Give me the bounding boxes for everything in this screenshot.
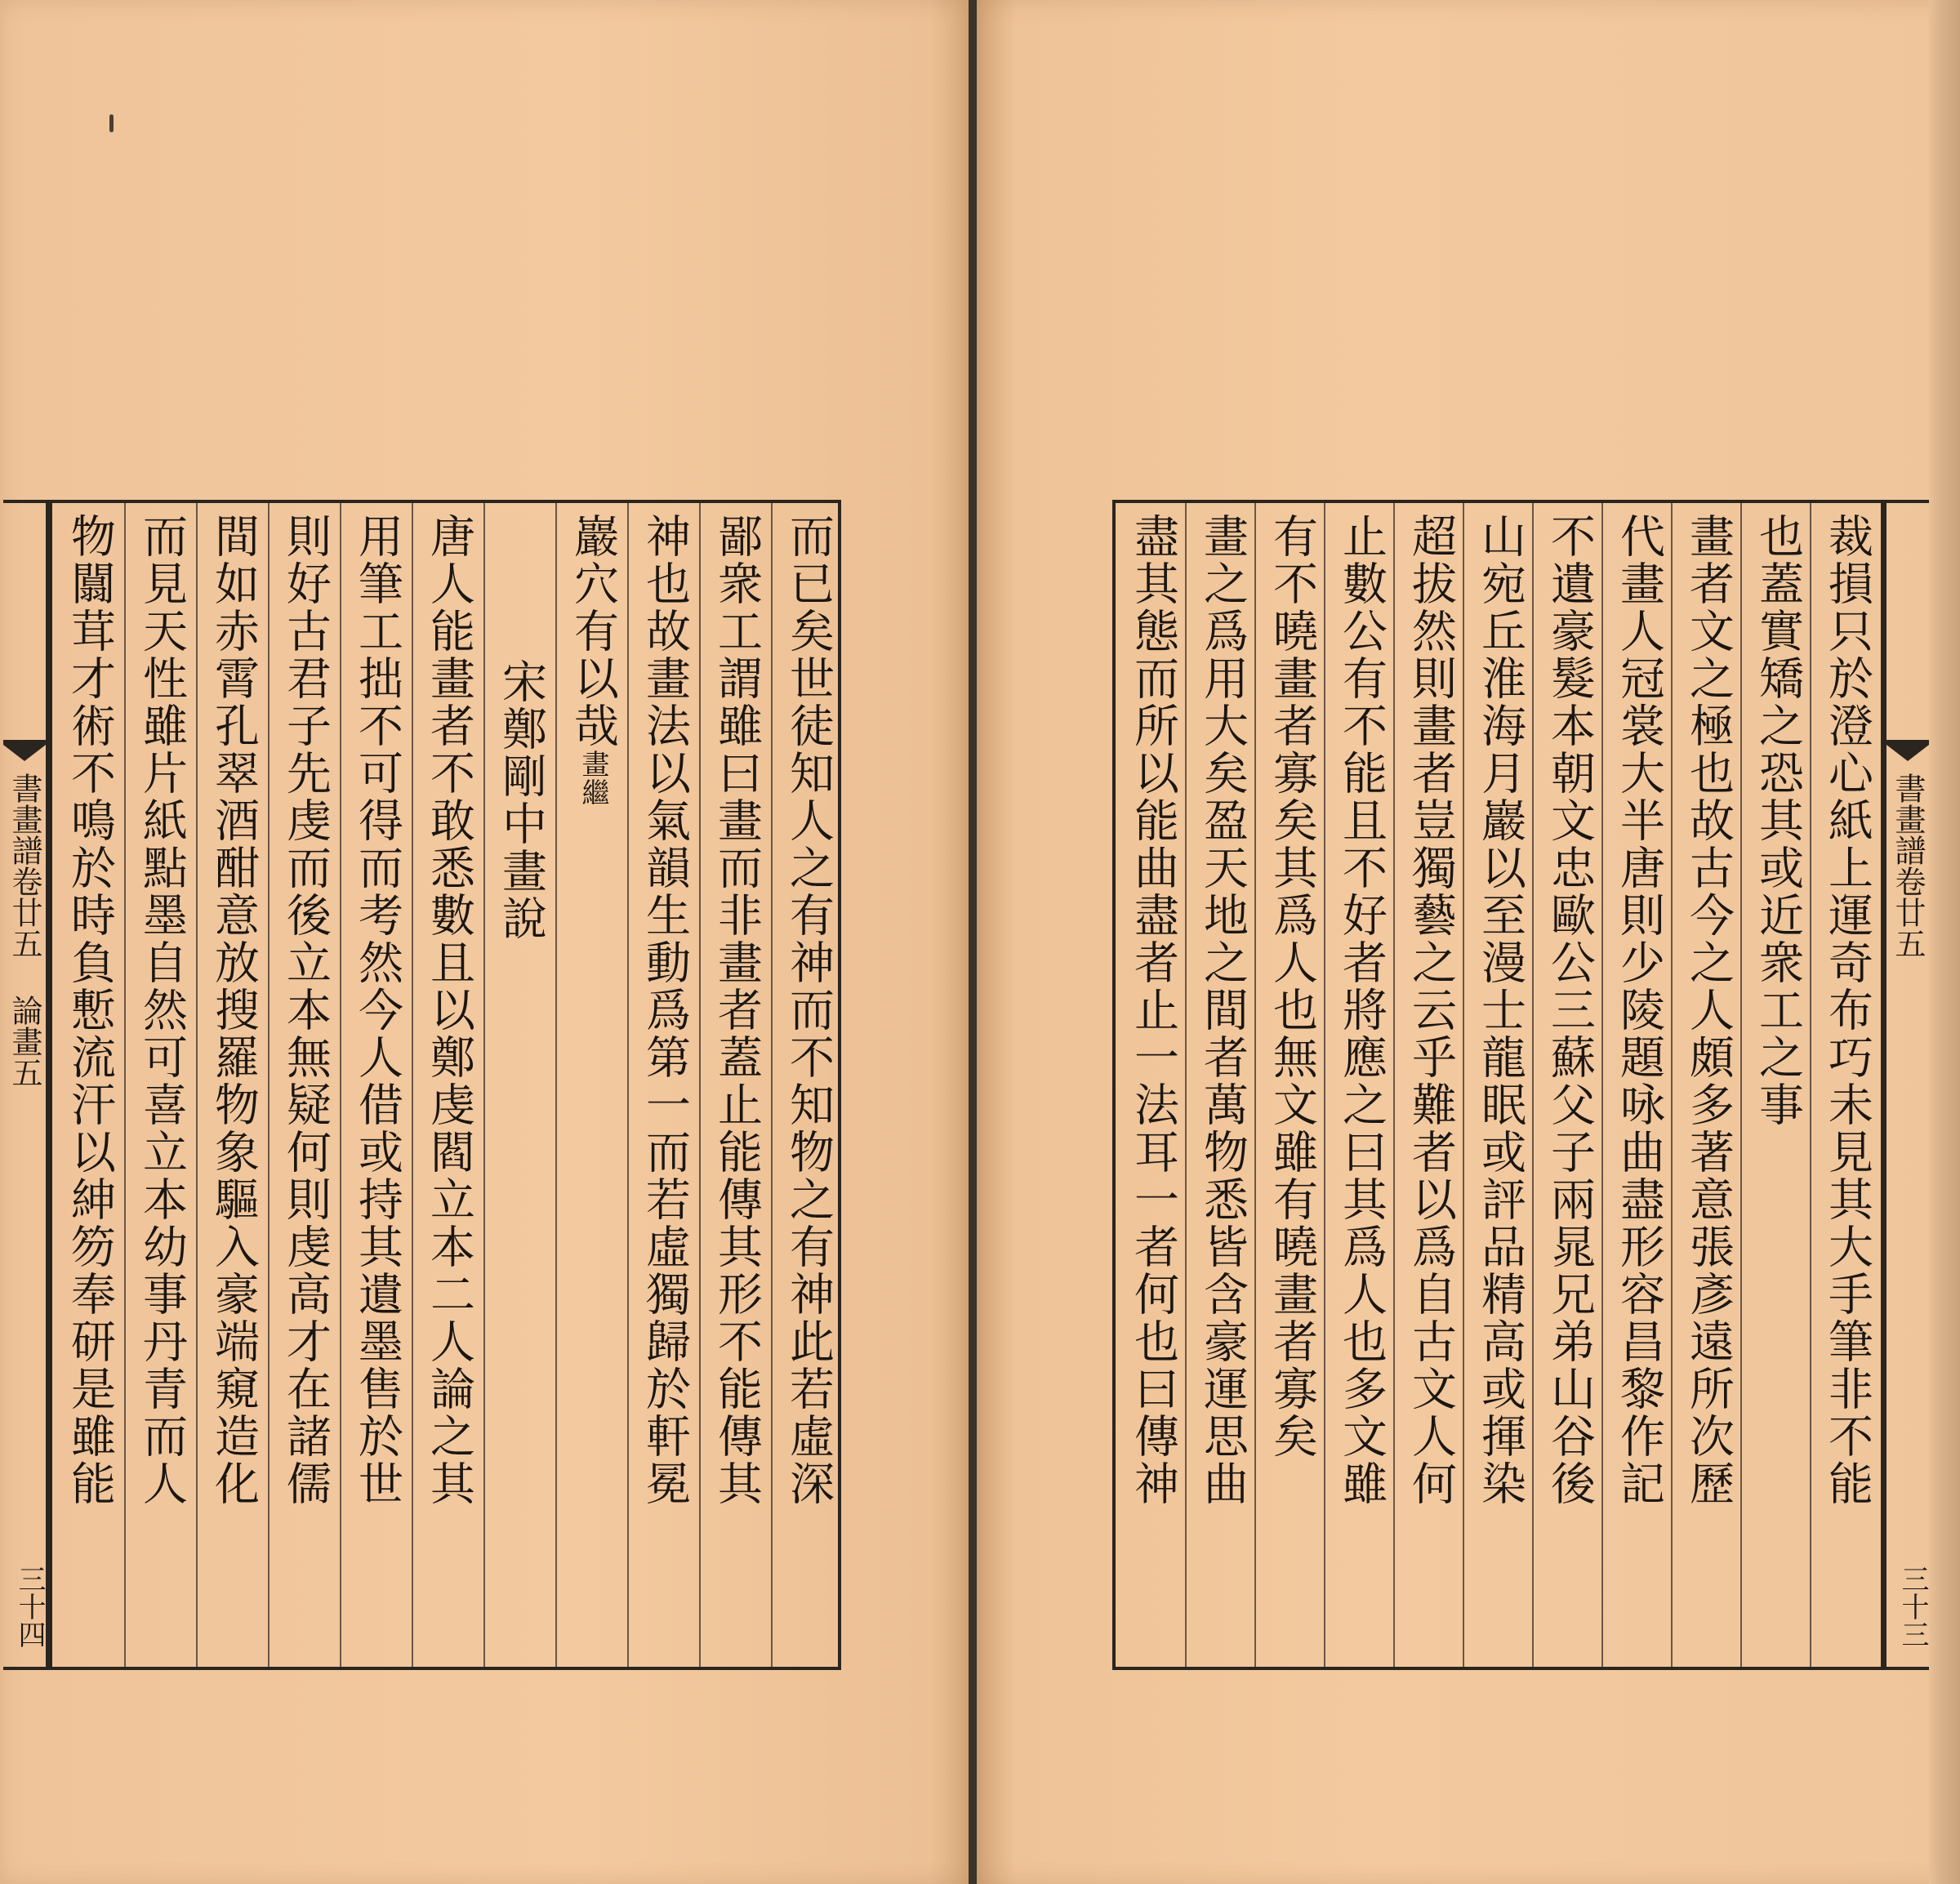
right-banxin-title: 書畫譜卷廿五 <box>1890 773 1926 959</box>
text-column: 也蓋實矯之恐其或近衆工之事 <box>1752 513 1804 1129</box>
text-column: 山宛丘淮海月巖以至漫士龍眠或評品精高或揮染 <box>1474 513 1526 1508</box>
text-column: 鄙衆工謂雖曰畫而非畫者蓋止能傳其形不能傳其 <box>710 513 763 1508</box>
text-column: 物闒茸才術不鳴於時負慙流汗以紳笏奉研是雖能 <box>64 513 116 1508</box>
fish-tail-icon <box>1886 740 1929 763</box>
right-banxin <box>1883 500 1929 1670</box>
ink-speck <box>109 114 114 132</box>
right-text-frame <box>1112 500 1884 1670</box>
text-column: 間如赤霄孔翠酒酣意放搜羅物象驅入豪端窺造化 <box>207 513 260 1508</box>
text-column: 代畫人冠裳大半唐則少陵題咏曲盡形容昌黎作記 <box>1613 513 1665 1508</box>
left-text-frame <box>49 500 841 1670</box>
source-note: 畫繼 <box>577 750 609 807</box>
text-column: 神也故畫法以氣韻生動爲第一而若虛獨歸於軒冕 <box>639 513 691 1508</box>
text-column: 止數公有不能且不好者將應之曰其爲人也多文雖 <box>1335 513 1388 1508</box>
text-column: 裁損只於澄心紙上運奇布巧未見其大手筆非不能 <box>1821 513 1873 1508</box>
text-column: 畫之爲用大矣盈天地之間者萬物悉皆含豪運思曲 <box>1196 513 1249 1508</box>
left-leaf-number: 三十四 <box>13 1565 46 1648</box>
text-column: 唐人能畫者不敢悉數且以鄭虔閻立本二人論之其 <box>423 513 475 1508</box>
text-column: 巖穴有以哉 <box>567 513 619 750</box>
left-banxin-title: 書畫譜卷廿五 論畫五 <box>7 773 42 1088</box>
page-edges <box>1929 0 1960 1884</box>
text-column: 不遺豪髮本朝文忠歐公三蘇父子兩晁兄弟山谷後 <box>1544 513 1596 1508</box>
gutter <box>969 0 977 1884</box>
fish-tail-icon <box>3 740 46 763</box>
left-banxin <box>3 500 49 1670</box>
text-column: 則好古君子先虔而後立本無疑何則虔高才在諸儒 <box>279 513 332 1508</box>
text-column-with-note <box>557 513 629 1660</box>
text-column: 用筆工拙不可得而考然今人借或持其遺墨售於世 <box>351 513 403 1508</box>
text-column: 畫者文之極也故古今之人頗多著意張彥遠所次歷 <box>1682 513 1735 1508</box>
text-column: 而已矣世徒知人之有神而不知物之有神此若虛深 <box>782 513 835 1508</box>
right-leaf-number: 三十三 <box>1896 1565 1929 1648</box>
text-column: 有不曉畫者寡矣其爲人也無文雖有曉畫者寡矣 <box>1266 513 1318 1460</box>
text-column: 超拔然則畫者豈獨藝之云乎難者以爲自古文人何 <box>1405 513 1457 1508</box>
text-column: 盡其態而所以能曲盡者止一法耳一者何也曰傳神 <box>1127 513 1179 1508</box>
text-column: 而見天性雖片紙點墨自然可喜立本幼事丹青而人 <box>136 513 188 1508</box>
section-heading: 宋鄭剛中畫說 <box>495 658 547 942</box>
